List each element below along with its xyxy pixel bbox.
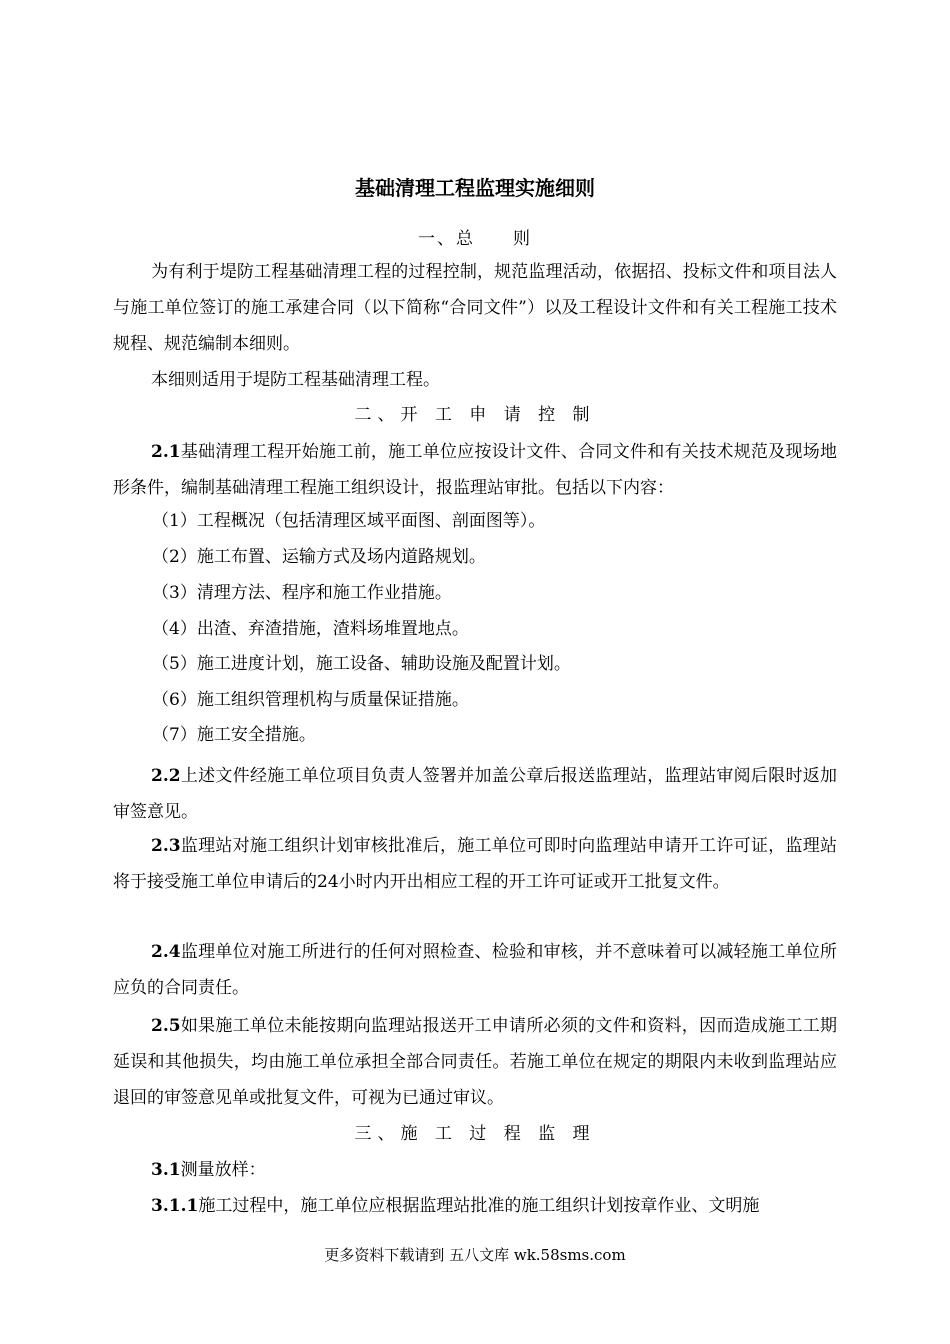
clause-number: 2.3 bbox=[151, 836, 181, 856]
clause-number: 2.4 bbox=[151, 942, 181, 962]
paragraph-scope bbox=[113, 362, 837, 398]
list-item: （1）工程概况（包括清理区域平面图、剖面图等）。 bbox=[152, 511, 546, 531]
clause-text: 如果施工单位未能按期向监理站报送开工申请所必须的文件和资料，因而造成施工工期延误和其他损失，均由施工单位承担全部合同责任。若施工单位在规定的期限内未收到监理站应退回的审签意见单或批复文件，可视为已通过审议。 bbox=[113, 1016, 837, 1108]
clause-2-4 bbox=[113, 934, 837, 1006]
list-item: （4）出渣、弃渣措施，渣料场堆置地点。 bbox=[152, 619, 469, 639]
list-item: （5）施工进度计划，施工设备、辅助设施及配置计划。 bbox=[152, 654, 571, 674]
page-footer: 更多资料下载请到 五八文库 wk.58sms.com bbox=[324, 1246, 626, 1264]
section-heading-general: 一、总 则 bbox=[418, 229, 532, 249]
document-title: 基础清理工程监理实施细则 bbox=[355, 176, 595, 200]
list-item: （3）清理方法、程序和施工作业措施。 bbox=[152, 583, 452, 603]
list-item: （6）施工组织管理机构与质量保证措施。 bbox=[152, 690, 469, 710]
list-item: （7）施工安全措施。 bbox=[152, 725, 316, 745]
section-heading-start-application: 二、开 工 申 请 控 制 bbox=[354, 405, 596, 425]
paragraph-purpose bbox=[113, 254, 837, 362]
clause-2-2 bbox=[113, 758, 837, 830]
clause-text: 基础清理工程开始施工前，施工单位应按设计文件、合同文件和有关技术规范及现场地形条件，编制基础清理工程施工组织设计，报监理站审批。包括以下内容： bbox=[113, 442, 837, 498]
paragraph-text: 本细则适用于堤防工程基础清理工程。 bbox=[151, 370, 440, 390]
clause-2-5 bbox=[113, 1008, 837, 1116]
list-item: （2）施工布置、运输方式及场内道路规划。 bbox=[152, 547, 486, 567]
clause-text: 监理站对施工组织计划审核批准后，施工单位可即时向监理站申请开工许可证，监理站将于接受施工单位申请后的24小时内开出相应工程的开工许可证或开工批复文件。 bbox=[113, 836, 837, 892]
clause-3-1 bbox=[113, 1152, 837, 1188]
clause-number: 3.1 bbox=[151, 1160, 181, 1180]
clause-number: 2.1 bbox=[151, 442, 181, 462]
clause-number: 3.1.1 bbox=[151, 1196, 199, 1216]
clause-3-1-1 bbox=[113, 1188, 837, 1224]
clause-2-3 bbox=[113, 828, 837, 900]
section-heading-construction-supervision: 三、施 工 过 程 监 理 bbox=[354, 1124, 596, 1144]
clause-number: 2.2 bbox=[151, 766, 181, 786]
paragraph-text: 为有利于堤防工程基础清理工程的过程控制，规范监理活动，依据招、投标文件和项目法人与施工单位签订的施工承建合同（以下简称“合同文件”）以及工程设计文件和有关工程施工技术规程、规范编制本细则。 bbox=[113, 262, 837, 354]
clause-text: 监理单位对施工所进行的任何对照检查、检验和审核，并不意味着可以减轻施工单位所应负的合同责任。 bbox=[113, 942, 837, 998]
clause-text: 测量放样： bbox=[180, 1160, 266, 1180]
clause-2-1 bbox=[113, 434, 837, 506]
clause-text: 上述文件经施工单位项目负责人签署并加盖公章后报送监理站，监理站审阅后限时返加审签意见。 bbox=[113, 766, 837, 822]
clause-number: 2.5 bbox=[151, 1016, 181, 1036]
clause-text: 施工过程中，施工单位应根据监理站批准的施工组织计划按章作业、文明施 bbox=[198, 1196, 760, 1216]
